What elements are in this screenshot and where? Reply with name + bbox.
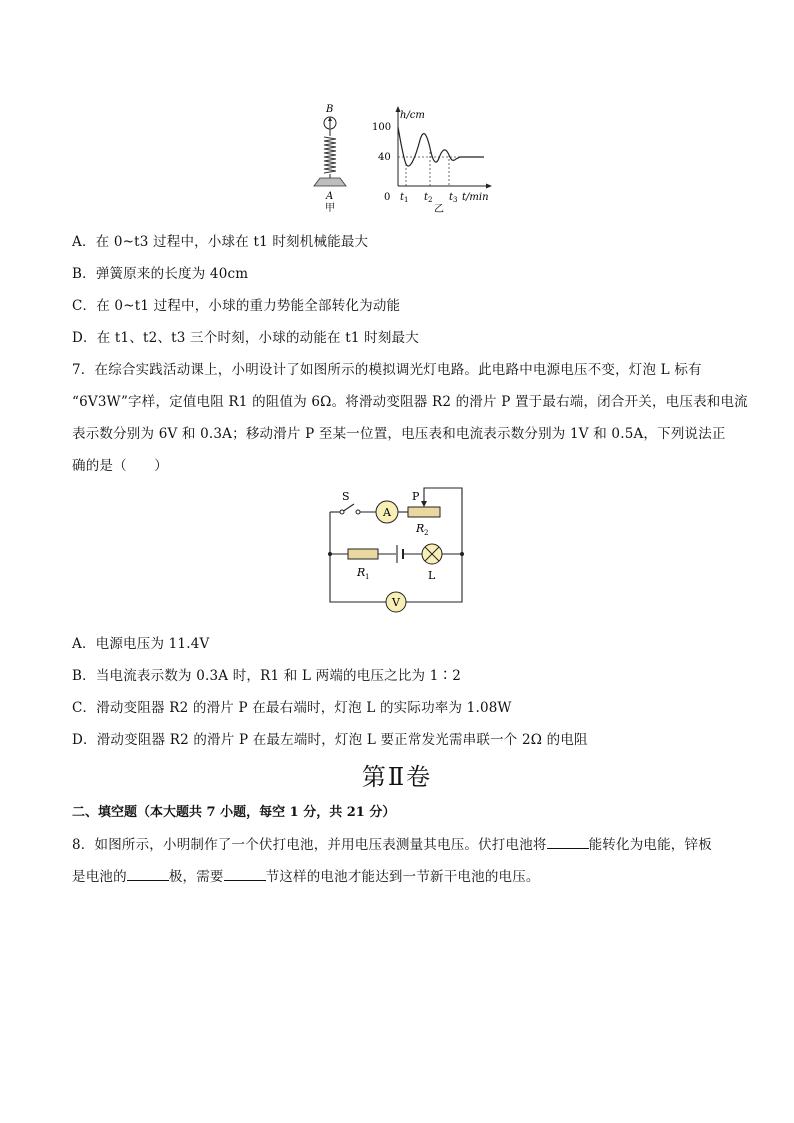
switch-label: S [342,490,350,503]
r2-label-sub: 2 [424,529,429,537]
section-header: 二、填空题（本大题共 7 小题，每空 1 分，共 21 分） [72,805,396,820]
q6-option-c: C．在 0~t1 过程中，小球的重力势能全部转化为动能 [72,298,401,314]
q7-option-c: C．滑动变阻器 R2 的滑片 P 在最右端时，灯泡 L 的实际功率为 1.08W [72,700,512,716]
figure-yi [372,106,492,215]
q6-option-d: D．在 t1、t2、t3 三个时刻，小球的动能在 t1 时刻最大 [72,330,419,346]
q6-option-a: A．在 0~t3 过程中，小球在 t1 时刻机械能最大 [72,234,369,250]
figure-spring-graph [300,100,500,220]
answer-blank-1[interactable] [547,836,589,849]
xtick-t2-sub: 2 [428,196,433,204]
q7-stem-line1: 7．在综合实践活动课上，小明设计了如图所示的模拟调光灯电路。此电路中电源电压不变，灯泡 L 标有 [72,362,702,378]
q7-stem-line4: 确的是（ ） [72,458,168,474]
q7-stem-line3: 表示数分别为 6V 和 0.3A；移动滑片 P 至某一位置，电压表和电流表示数分别为 1V 和 0.5A，下列说法正 [72,426,726,442]
q7-option-b: B．当电流表示数为 0.3A 时，R1 和 L 两端的电压之比为 1∶2 [72,668,461,684]
base-plate [314,178,346,186]
answer-blank-3[interactable] [224,868,266,881]
r2-label: R [416,522,425,535]
ammeter-label: A [383,506,391,519]
q7-option-a: A．电源电压为 11.4V [72,636,210,652]
caption-jia: 甲 [325,203,335,214]
label-a: A [326,191,334,202]
q8-text-3: 是电池的 [72,869,127,885]
ytick-100: 100 [372,122,392,133]
figure-jia [314,104,346,214]
rheostat-r2 [408,507,440,517]
xtick-t1: t [400,192,405,203]
q8-text-1: 8．如图所示，小明制作了一个伏打电池，并用电压表测量其电压。伏打电池将 [72,837,547,853]
voltmeter-label: V [392,596,400,609]
ytick-40: 40 [378,152,391,163]
resistor-r1 [348,549,378,559]
height-curve [398,127,484,166]
q8-line1 [72,833,712,853]
y-axis-label: h/cm [400,110,425,121]
spring [324,137,336,173]
slider-arrow [421,501,427,507]
part-title: 第Ⅱ卷 [361,763,433,791]
caption-yi: 乙 [434,204,444,215]
q8-text-2: 能转化为电能，锌板 [588,837,712,853]
origin-label: 0 [384,192,391,203]
xtick-t2: t [424,192,429,203]
q8-line2 [72,865,540,885]
label-b: B [326,104,334,115]
r1-label-sub: 1 [365,573,370,581]
q7-stem-line2: “6V3W”字样，定值电阻 R1 的阻值为 6Ω。将滑动变阻器 R2 的滑片 P 置于最右端，闭合开关，电压表和电流 [72,394,748,410]
lamp-label: L [428,569,436,582]
answer-blank-2[interactable] [127,868,169,881]
q7-option-d: D．滑动变阻器 R2 的滑片 P 在最左端时，灯泡 L 要正常发光需串联一个 2Ω 的电阻 [72,732,588,748]
xtick-t3-sub: 3 [453,196,458,204]
q8-text-4: 极，需要 [168,869,224,885]
q6-option-b: B．弹簧原来的长度为 40cm [72,266,249,282]
r1-label: R [357,566,366,579]
q8-text-5: 节这样的电池才能达到一节新干电池的电压。 [265,869,540,885]
xtick-t1-sub: 1 [404,196,409,204]
xtick-t3: t [449,192,454,203]
x-axis-label: t/min [462,192,489,203]
circuit-diagram [320,484,480,614]
switch-contact [340,510,344,514]
slider-label: P [412,490,420,503]
